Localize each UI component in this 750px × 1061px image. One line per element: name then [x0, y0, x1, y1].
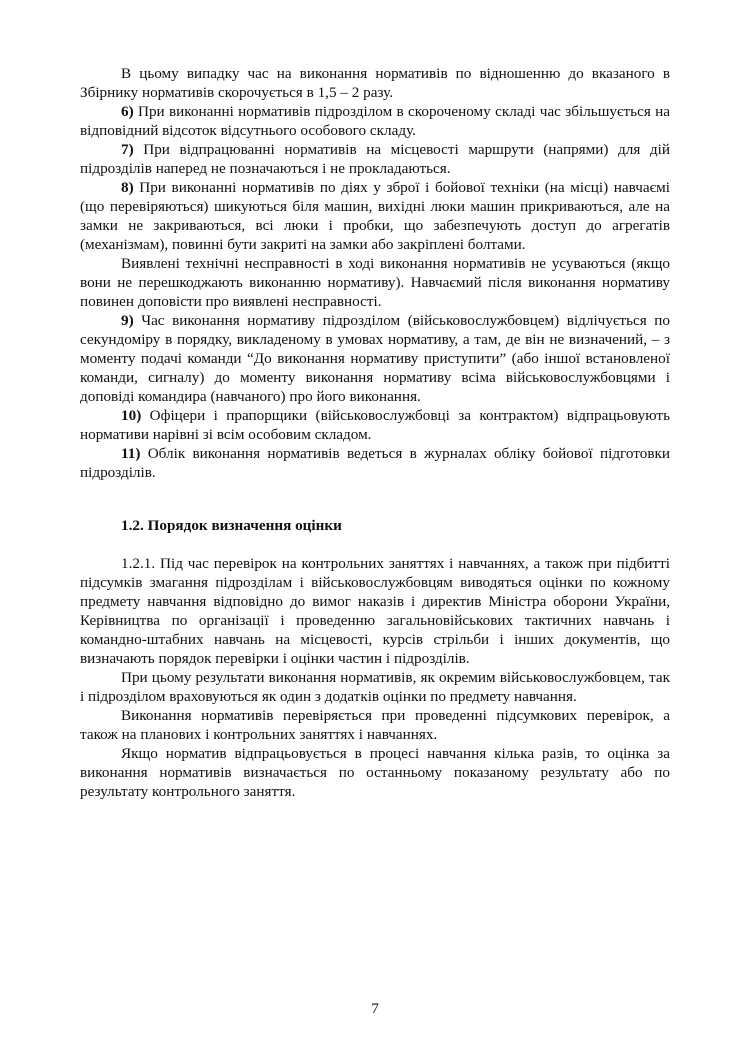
paragraph-text: При відпрацюванні нормативів на місцевості маршрути (напрями) для дій підрозділів наперед не позначаються і не прокладаються.: [80, 141, 670, 177]
paragraph-item-8: [80, 178, 670, 254]
paragraph-text: 1.2.1. Під час перевірок на контрольних заняттях і навчаннях, а також при підбитті підсумків змагання підрозділам і військовослужбовцям виводяться оцінки по кожному предмету навчання відповідно до вимог наказів і директив Міністра оборони України, Керівництва по організації і проведенню загальновійськових тактичних навчань і командно-штабних навчань на місцевості, курсів стрільби і інших документів, що визначають порядок перевірки і оцінки частин і підрозділів.: [80, 555, 670, 667]
paragraph-item-7: [80, 140, 670, 178]
item-number: 10): [121, 407, 142, 424]
item-number: 9): [121, 312, 134, 329]
section-paragraph-1: [80, 554, 670, 668]
paragraph-text: Якщо норматив відпрацьовується в процесі навчання кілька разів, то оцінка за виконання нормативів визначається по останньому показаному результату або по результату контрольного заняття.: [80, 745, 670, 800]
paragraph-item-10: [80, 406, 670, 444]
paragraph-intro: [80, 64, 670, 102]
item-number: 6): [121, 103, 134, 120]
paragraph-text: Виконання нормативів перевіряється при проведенні підсумкових перевірок, а також на планових і контрольних заняттях і навчаннях.: [80, 707, 670, 743]
paragraph-defects: [80, 254, 670, 311]
paragraph-text: Облік виконання нормативів ведеться в журналах обліку бойової підготовки підрозділів.: [80, 445, 670, 481]
paragraph-text: При цьому результати виконання нормативів, як окремим військовослужбовцем, так і підрозділом враховуються як один з додатків оцінки по предмету навчання.: [80, 669, 670, 705]
paragraph-text: При виконанні нормативів по діях у зброї і бойової техніки (на місці) навчаємі (що перевіряються) шикуються біля машин, вихідні люки машин прикриваються, але на замки не закриваються, всі люки і пробки, що забезпечують доступ до агрегатів (механізмам), повинні бути закриті на замки або закріплені болтами.: [80, 179, 670, 253]
page-number: 7: [371, 1000, 379, 1017]
item-number: 8): [121, 179, 134, 196]
paragraph-text: Виявлені технічні несправності в ході виконання нормативів не усуваються (якщо вони не перешкоджають виконанню нормативу). Навчаємий після виконання нормативу повинен доповісти про виявлені несправності.: [80, 255, 670, 310]
document-page: [80, 64, 670, 801]
section-paragraph-4: [80, 744, 670, 801]
section-paragraph-3: [80, 706, 670, 744]
paragraph-item-9: [80, 311, 670, 406]
section-heading: [80, 516, 670, 535]
item-number: 11): [121, 445, 141, 462]
section-heading-text: 1.2. Порядок визначення оцінки: [121, 517, 342, 534]
item-number: 7): [121, 141, 134, 158]
section-paragraph-2: [80, 668, 670, 706]
paragraph-item-6: [80, 102, 670, 140]
paragraph-item-11: [80, 444, 670, 482]
paragraph-text: При виконанні нормативів підрозділом в скороченому складі час збільшується на відповідний відсоток відсутнього особового складу.: [80, 103, 670, 139]
paragraph-text: Час виконання нормативу підрозділом (військовослужбовцем) відлічується по секундоміру в порядку, викладеному в умовах нормативу, а там, де він не визначений, – з моменту подачі команди “До виконання нормативу приступити” (або іншої встановленої команди, сигналу) до моменту виконання нормативу всіма військовослужбовцями і доповіді командира (навчаного) про його виконання.: [80, 312, 670, 405]
paragraph-text: Офіцери і прапорщики (військовослужбовці за контрактом) відпрацьовують нормативи нарівні зі всім особовим складом.: [80, 407, 670, 443]
paragraph-text: В цьому випадку час на виконання нормативів по відношенню до вказаного в Збірнику нормативів скорочується в 1,5 – 2 разу.: [80, 65, 670, 101]
